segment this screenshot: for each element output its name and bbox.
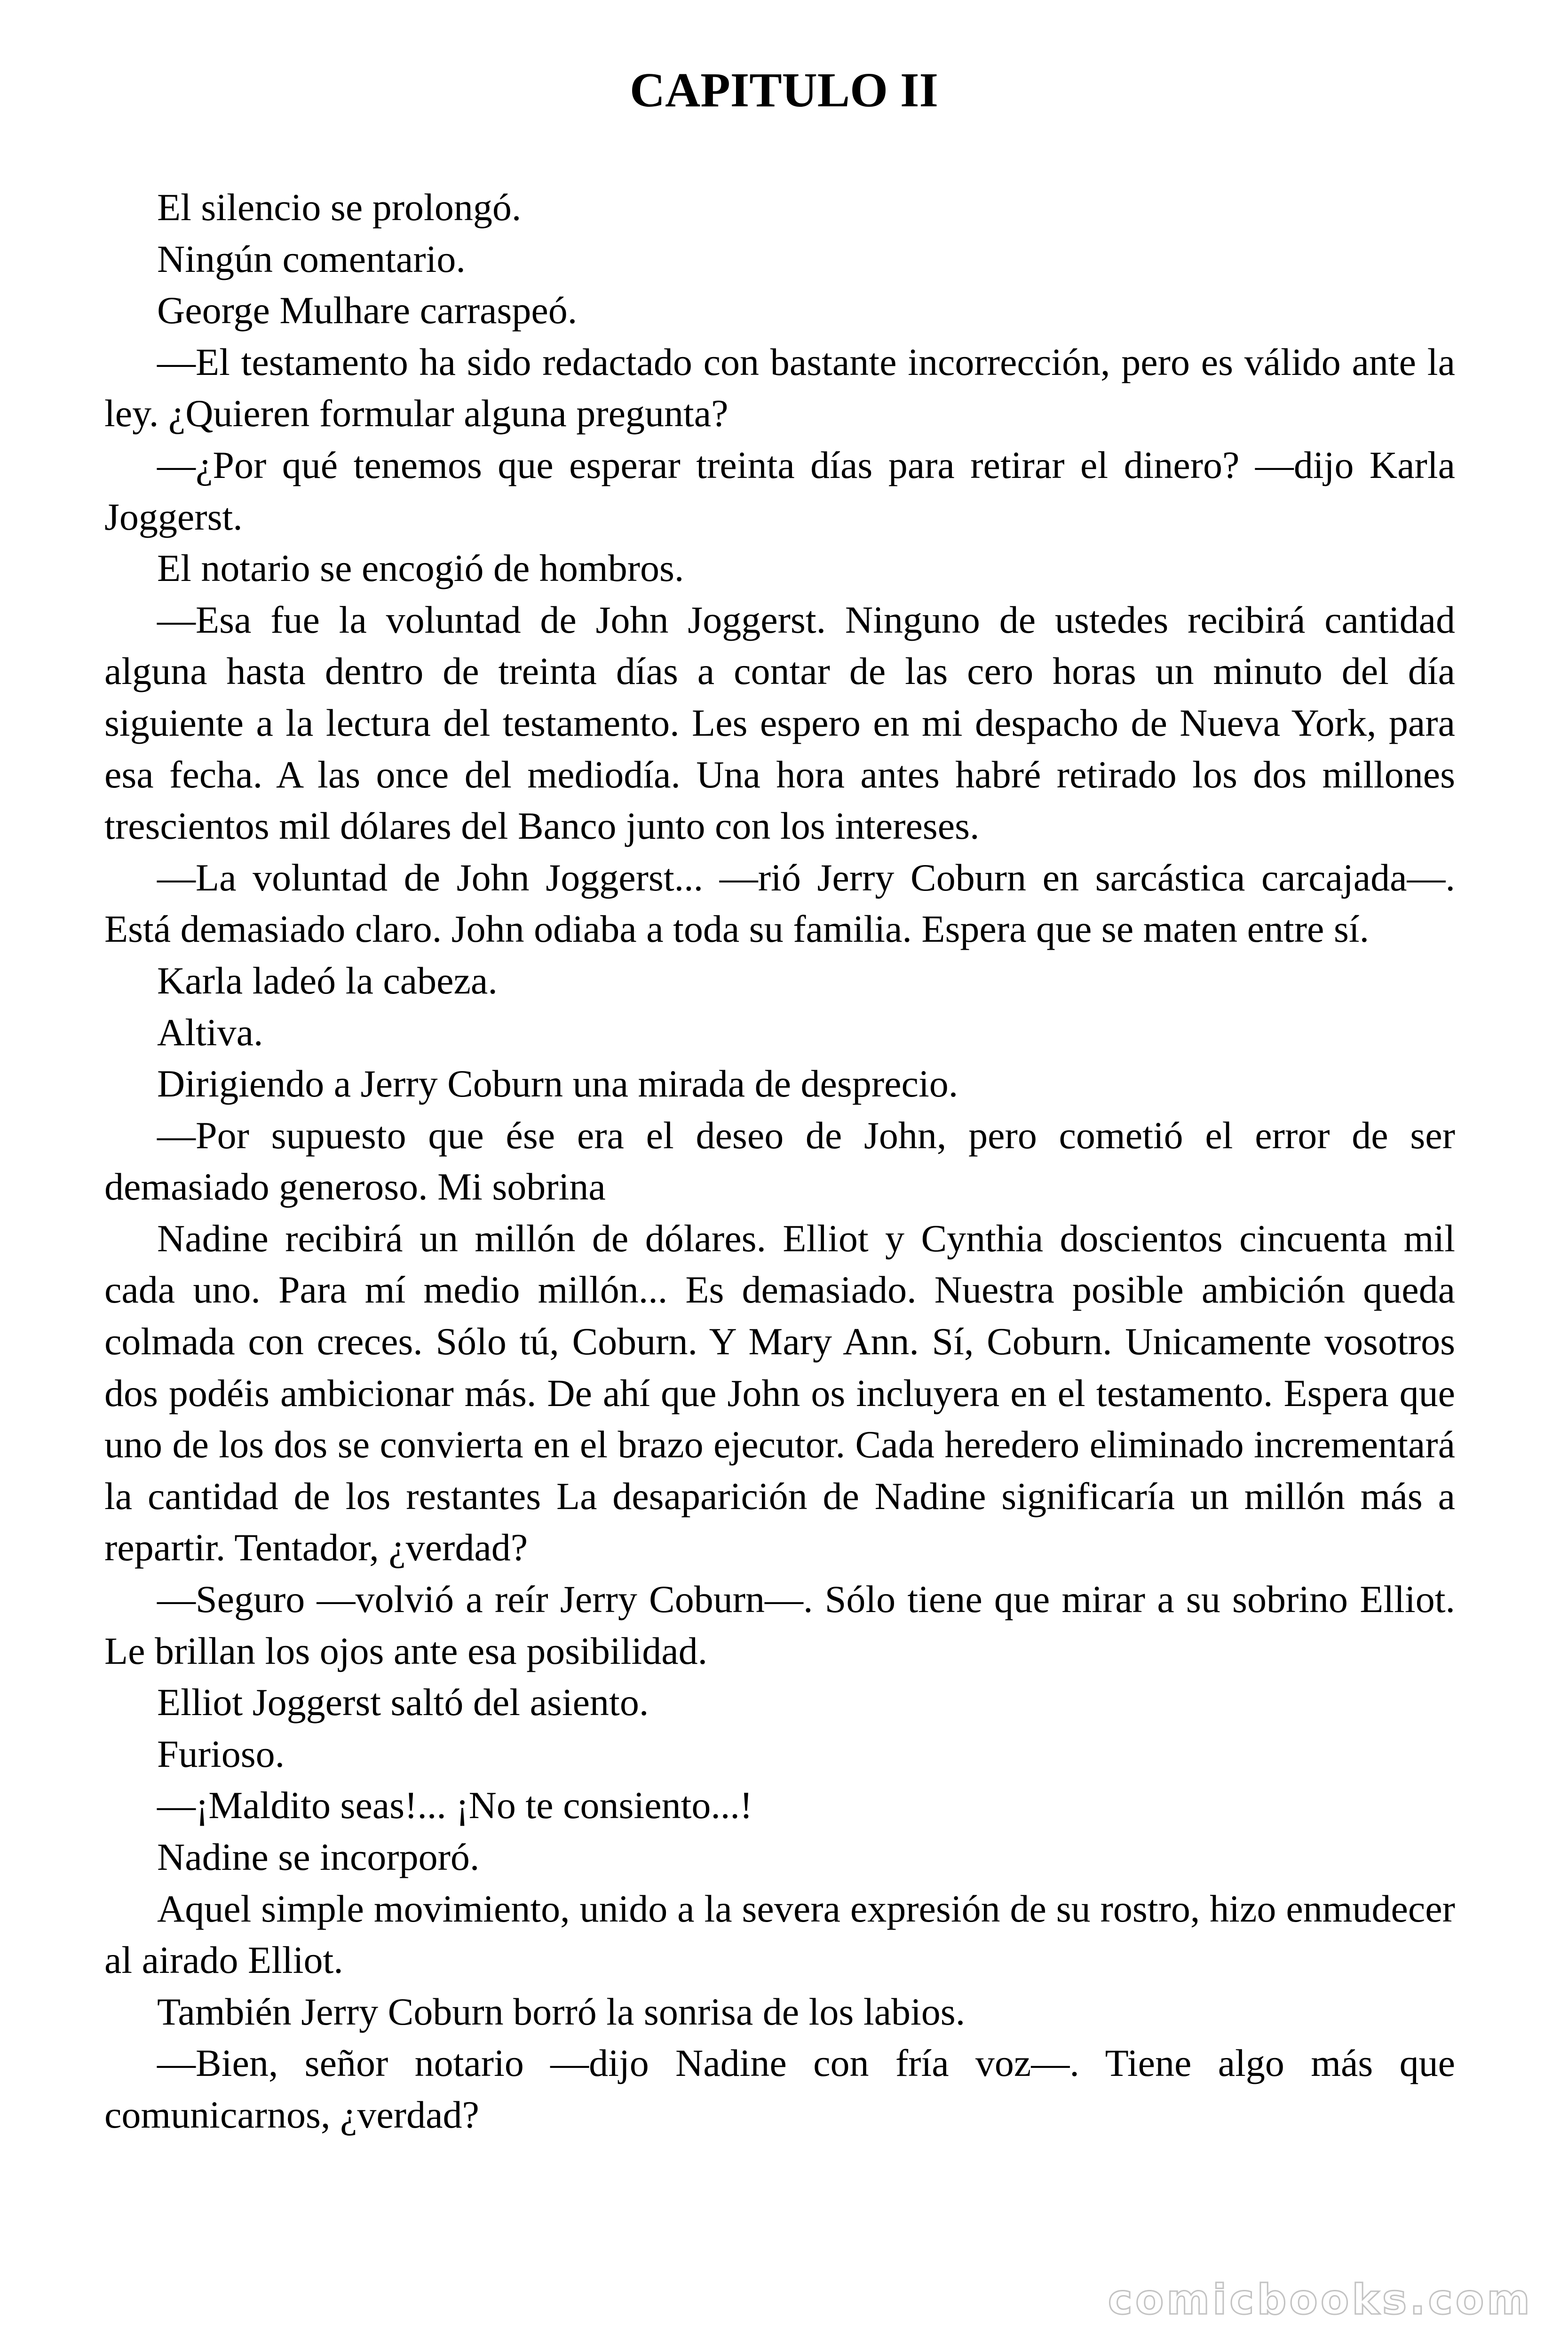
watermark: comicbooks.com	[1108, 2275, 1533, 2324]
paragraph: El notario se encogió de hombros.	[157, 547, 684, 590]
paragraph: George Mulhare carraspeó.	[157, 289, 578, 332]
paragraph: —Esa fue la voluntad de John Joggerst. Ninguno de ustedes recibirá cantidad alguna hasta dentro de treinta días a contar de las cero horas un minuto del día siguiente a la lectura del testamento. Les espero en mi despacho de Nueva York, para esa fecha. A las once del mediodía. Una hora antes habré retirado los dos millones trescientos mil dólares del Banco junto con los intereses.	[104, 598, 1455, 848]
paragraph: —Bien, señor notario —dijo Nadine con fría voz—. Tiene algo más que comunicarnos, ¿verdad?	[104, 2042, 1455, 2136]
chapter-body	[104, 182, 1455, 2141]
paragraph: Ningún comentario.	[157, 237, 466, 280]
paragraph: Dirigiendo a Jerry Coburn una mirada de desprecio.	[157, 1062, 958, 1105]
paragraph: Furioso.	[157, 1732, 285, 1775]
chapter-title: CAPITULO II	[630, 63, 938, 117]
paragraph: El silencio se prolongó.	[157, 186, 522, 229]
paragraph: Karla ladeó la cabeza.	[157, 959, 498, 1002]
paragraph: —¡Maldito seas!... ¡No te consiento...!	[157, 1784, 753, 1827]
paragraph: Altiva.	[157, 1010, 263, 1054]
paragraph: Nadine se incorporó.	[157, 1836, 480, 1878]
paragraph: Aquel simple movimiento, unido a la severa expresión de su rostro, hizo enmudecer al airado Elliot.	[104, 1887, 1455, 1982]
paragraph: —¿Por qué tenemos que esperar treinta días para retirar el dinero? —dijo Karla Joggerst.	[104, 443, 1455, 538]
paragraph: —El testamento ha sido redactado con bastante incorrección, pero es válido ante la ley. ¿Quieren formular alguna pregunta?	[104, 340, 1455, 435]
paragraph: —La voluntad de John Joggerst... —rió Jerry Coburn en sarcástica carcajada—. Está demasiado claro. John odiaba a toda su familia. Espera que se maten entre sí.	[104, 856, 1455, 951]
paragraph: —Seguro —volvió a reír Jerry Coburn—. Sólo tiene que mirar a su sobrino Elliot. Le brillan los ojos ante esa posibilidad.	[104, 1578, 1455, 1672]
paragraph: Elliot Joggerst saltó del asiento.	[157, 1681, 649, 1724]
paragraph: —Por supuesto que ése era el deseo de John, pero cometió el error de ser demasiado generoso. Mi sobrina	[104, 1113, 1455, 1208]
paragraph: También Jerry Coburn borró la sonrisa de los labios.	[157, 1990, 966, 2033]
paragraph: Nadine recibirá un millón de dólares. Elliot y Cynthia doscientos cincuenta mil cada uno. Para mí medio millón... Es demasiado. Nuestra posible ambición queda colmada con creces. Sólo tú, Coburn. Y Mary Ann. Sí, Coburn. Unicamente vosotros dos podéis ambicionar más. De ahí que John os incluyera en el testamento. Espera que uno de los dos se convierta en el brazo ejecutor. Cada heredero eliminado incrementará la cantidad de los restantes La desaparición de Nadine significaría un millón más a repartir. Tentador, ¿verdad?	[104, 1216, 1455, 1569]
